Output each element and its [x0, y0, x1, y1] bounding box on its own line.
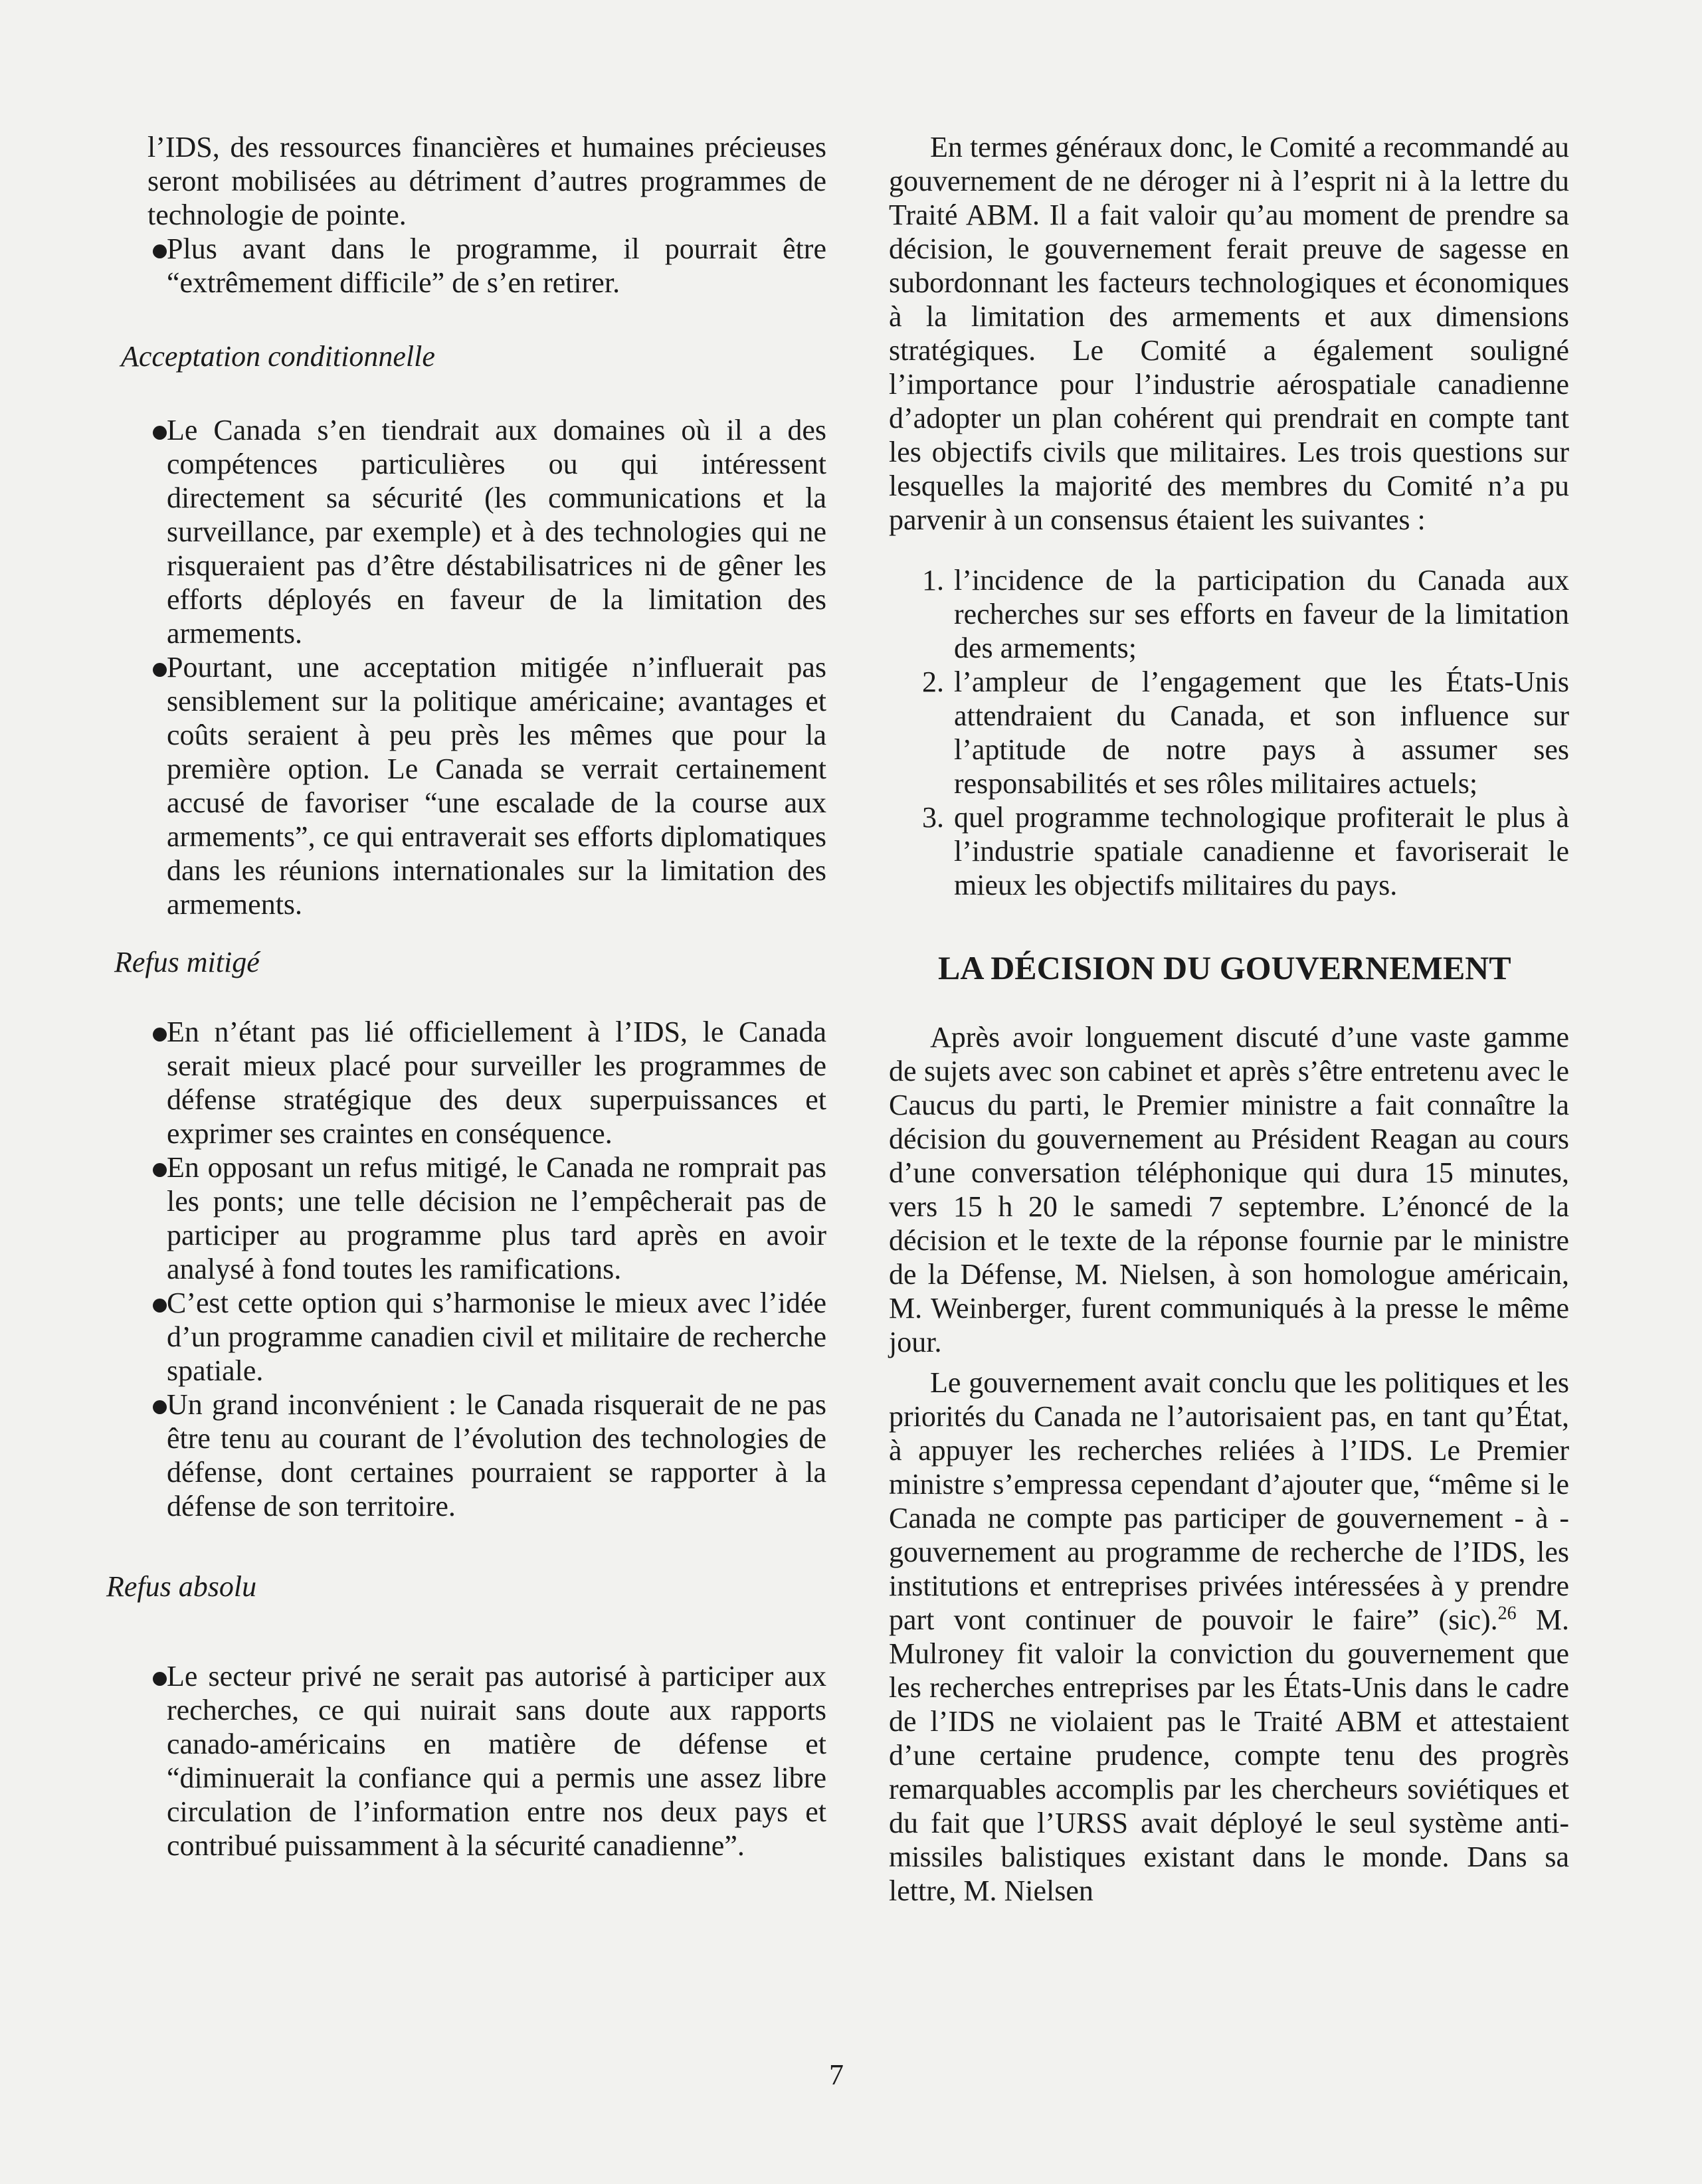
footnote-reference: 26 [1497, 1603, 1517, 1624]
bullet-text: Le secteur privé ne serait pas autorisé à participer aux recherches, ce qui nuirait sans doute aux rapports canado-américains en matière de défense et “diminuerait la confiance qui a permis une assez libre circulation de l’information entre nos deux pays et contribué puissamment à la sécurité canadienne”. [167, 1660, 826, 1862]
list-text: l’ampleur de l’engagement que les États-Unis attendraient du Canada, et son influence sur l’aptitude de notre pays à assumer ses responsabilités et ses rôles militaires actuels; [954, 666, 1569, 800]
acceptation-bullet-list [147, 413, 826, 921]
list-item [889, 665, 1569, 800]
bullet-text: Le Canada s’en tiendrait aux domaines où il a des compétences particulières ou qui intéressent directement sa sécurité (les communications et la surveillance, par exemple) et à des technologies qui ne risqueraient pas d’être déstabilisatrices ni de gêner les efforts déployés en faveur de la limitation des armements. [167, 414, 826, 650]
page-number: 7 [829, 2058, 844, 2091]
list-number: 1. [922, 564, 944, 596]
paragraph [889, 1366, 1569, 1908]
list-item [889, 563, 1569, 665]
bullet-text: En opposant un refus mitigé, le Canada ne romprait pas les ponts; une telle décision ne l’empêcherait pas de participer au programme plus tard après en avoir analysé à fond toutes les ramifications. [167, 1151, 826, 1285]
bullet-text: Plus avant dans le programme, il pourrait être “extrêmement difficile” de s’en retirer. [167, 232, 826, 299]
list-number: 2. [922, 666, 944, 698]
intro-bullet-list [147, 232, 826, 300]
bullet-text: Un grand inconvénient : le Canada risquerait de ne pas être tenu au courant de l’évolution des technologies de défense, dont certaines pourraient se rapporter à la défense de son territoire. [167, 1388, 826, 1522]
paragraph: Après avoir longuement discuté d’une vaste gamme de sujets avec son cabinet et après s’être entretenu avec le Caucus du parti, le Premier ministre a fait connaître la décision du gouvernement au Président Reagan au cours d’une conversation téléphonique qui dura 15 minutes, vers 15 h 20 le samedi 7 septembre. L’énoncé de la décision et le texte de la réponse fournie par le ministre de la Défense, M. Nielsen, à son homologue américain, M. Weinberger, furent communiqués à la presse le même jour. [889, 1021, 1569, 1358]
section-heading: LA DÉCISION DU GOUVERNEMENT [938, 949, 1511, 986]
bullet-text: Pourtant, une acceptation mitigée n’influerait pas sensiblement sur la politique américaine; avantages et coûts seraient à peu près les mêmes que pour la première option. Le Canada se verrait certainement accusé de favoriser “une escalade de la course aux armements”, ce qui entraverait ses efforts diplomatiques dans les réunions internationales sur la limitation des armements. [167, 651, 826, 921]
list-item [147, 1015, 826, 1150]
list-item [147, 1150, 826, 1286]
bullet-text: C’est cette option qui s’harmonise le mieux avec l’idée d’un programme canadien civil et militaire de recherche spatiale. [167, 1287, 826, 1387]
refus-absolu-bullet-list [147, 1659, 826, 1863]
right-column [889, 130, 1569, 1908]
refus-mitige-bullet-list [147, 1015, 826, 1523]
list-text: l’incidence de la participation du Canada aux recherches sur ses efforts en faveur de la limitation des armements; [954, 564, 1569, 664]
intro-paragraph: l’IDS, des ressources financières et humaines précieuses seront mobilisées au détriment d’autres programmes de technologie de pointe. [147, 131, 826, 231]
list-item [147, 413, 826, 650]
bullet-text: En n’étant pas lié officiellement à l’IDS, le Canada serait mieux placé pour surveiller les programmes de défense stratégique des deux superpuissances et exprimer ses craintes en conséquence. [167, 1016, 826, 1150]
subheading-refus-absolu: Refus absolu [106, 1570, 257, 1603]
subheading-refus-mitige: Refus mitigé [114, 946, 260, 978]
paragraph: En termes généraux donc, le Comité a recommandé au gouvernement de ne déroger ni à l’esprit ni à la lettre du Traité ABM. Il a fait valoir qu’au moment de prendre sa décision, le gouvernement ferait preuve de sagesse en subordonnant les facteurs technologiques et économiques à la limitation des armements et aux dimensions stratégiques. Le Comité a également souligné l’importance pour l’industrie aérospatiale canadienne d’adopter un plan cohérent qui prendrait en compte tant les objectifs civils que militaires. Les trois questions sur lesquelles la majorité des membres du Comité n’a pu parvenir à un consensus étaient les suivantes : [889, 131, 1569, 536]
list-item [889, 800, 1569, 902]
list-item [147, 650, 826, 921]
list-item [147, 1659, 826, 1863]
numbered-list [889, 563, 1569, 902]
list-item [147, 232, 826, 300]
list-text: quel programme technologique profiterait le plus à l’industrie spatiale canadienne et favoriserait le mieux les objectifs militaires du pays. [954, 801, 1569, 901]
list-item [147, 1286, 826, 1388]
list-item [147, 1388, 826, 1523]
subheading-acceptation: Acceptation conditionnelle [121, 340, 435, 373]
list-number: 3. [922, 801, 944, 834]
paragraph-text: Le gouvernement avait conclu que les politiques et les priorités du Canada ne l’autorisaient pas, en tant qu’État, à appuyer les recherches reliées à l’IDS. Le Premier ministre s’empressa cependant d’ajouter que, “même si le Canada ne compte pas participer de gouvernement - à - gouvernement au programme de recherche de l’IDS, les institutions et entreprises privées intéressées à y prendre part vont continuer de pouvoir le faire” (sic). [889, 1366, 1569, 1636]
paragraph-text: M. Mulroney fit valoir la conviction du gouvernement que les recherches entreprises par les États-Unis dans le cadre de l’IDS ne violaient pas le Traité ABM et attestaient d’une certaine prudence, compte tenu des progrès remarquables accomplis par les chercheurs soviétiques et du fait que l’URSS avait déployé le seul système anti-missiles balistiques existant dans le monde. Dans sa lettre, M. Nielsen [889, 1603, 1569, 1907]
left-column [106, 130, 826, 1863]
